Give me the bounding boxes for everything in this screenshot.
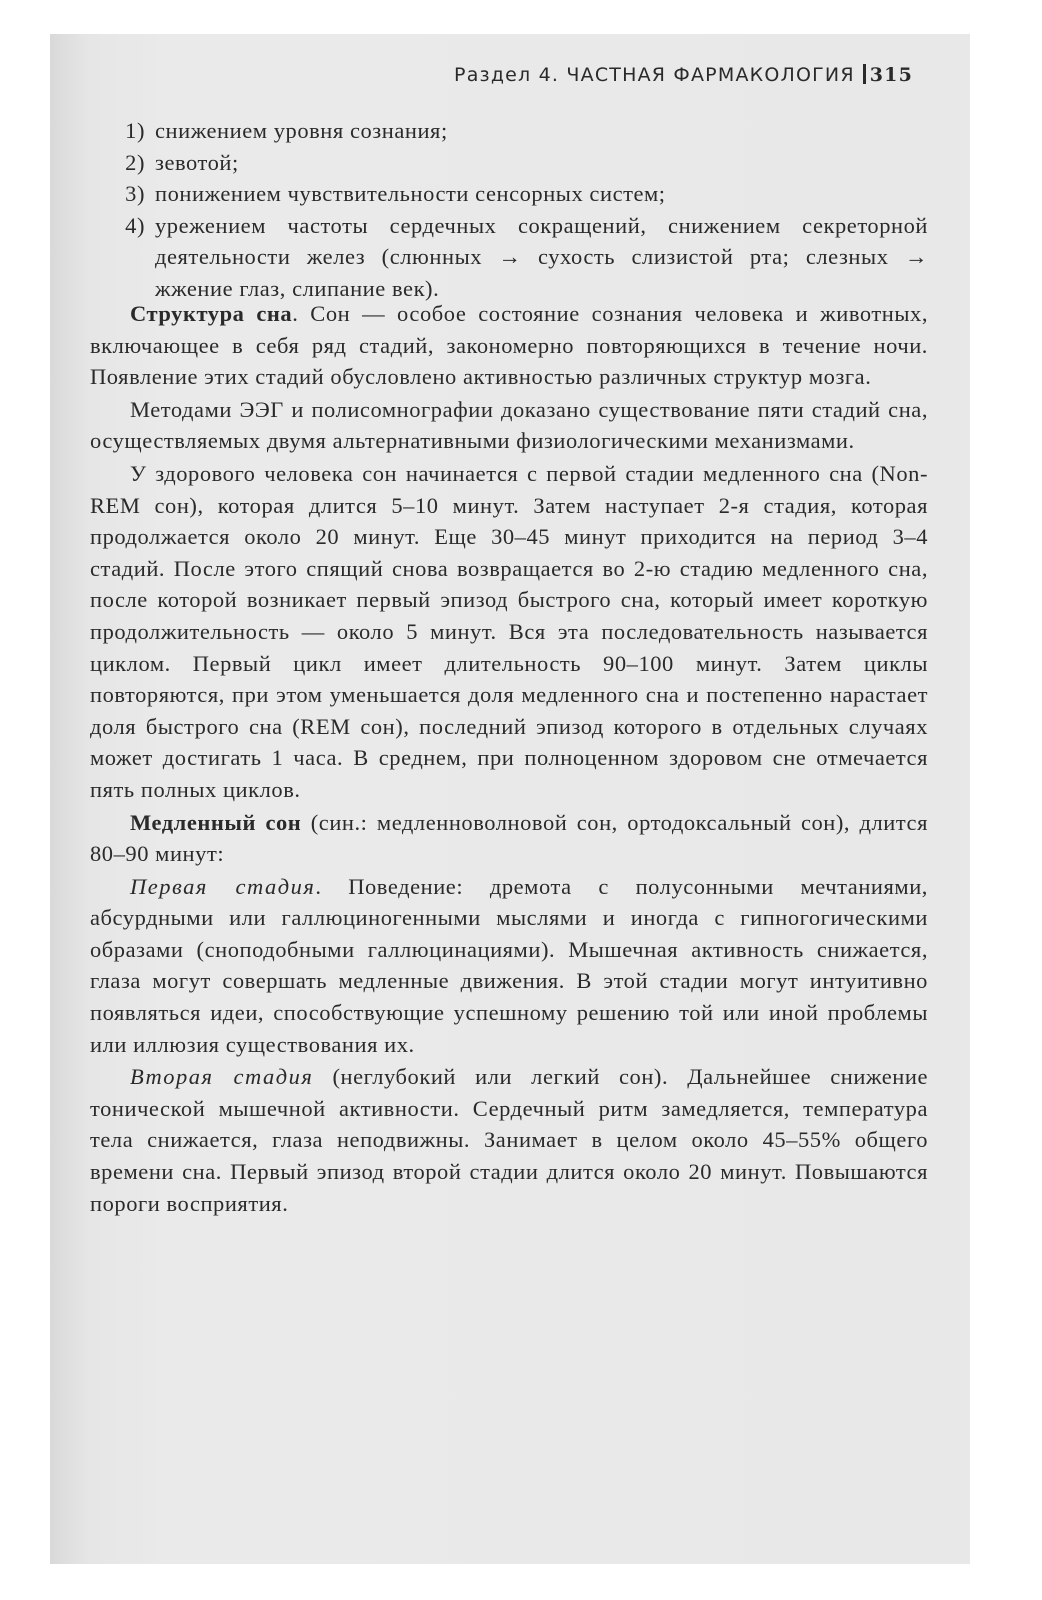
list-item — [90, 178, 928, 210]
paragraph-sleep-structure — [90, 298, 928, 393]
list-marker: 3) — [125, 181, 145, 207]
paragraph-slow-sleep — [90, 807, 928, 870]
numbered-list — [90, 115, 928, 305]
paragraph-text: Методами ЭЭГ и полисомнографии доказано существование пяти стадий сна, осуществляемых двумя альтернативными физиологическими механизмами. — [90, 396, 928, 454]
header-divider — [863, 64, 866, 84]
list-marker: 1) — [125, 118, 145, 143]
list-marker: 2) — [125, 149, 145, 175]
paragraph-lead: Вторая стадия — [130, 1064, 314, 1090]
running-header — [454, 64, 913, 86]
paragraphs — [90, 298, 928, 1219]
paragraph-sleep-cycle — [90, 458, 928, 806]
list-item-text: урежением частоты сердечных сокращений, снижением секреторной деятельности желез (слюнных → сухость слизистой рта; слезных → жжение глаз, слипание век). — [155, 212, 928, 301]
list-item-text: зевотой; — [155, 149, 239, 175]
list-item — [90, 115, 928, 147]
paragraph-lead: Первая стадия — [130, 873, 316, 899]
paragraph-lead: Структура сна — [130, 301, 293, 326]
list-item-text: снижением уровня сознания; — [155, 118, 448, 143]
section-title: Раздел 4. ЧАСТНАЯ ФАРМАКОЛОГИЯ — [454, 64, 855, 86]
paragraph-first-stage — [90, 871, 928, 1061]
paragraph-eeg-methods — [90, 394, 928, 457]
book-page — [50, 34, 970, 1564]
paragraph-text: (неглубокий или легкий сон). Дальнейшее снижение тонической мышечной активности. Сердечный ритм замедляется, температура тела снижается, глаза неподвижны. Занимает в целом около 45–55% общего времени сна. Первый эпизод второй стадии длится около 20 минут. Повышаются пороги восприятия. — [90, 1064, 929, 1216]
list-item-text: понижением чувствительности сенсорных систем; — [155, 181, 666, 207]
paragraph-text: . Сон — особое состояние сознания человека и животных, включающее в себя ряд стадий, закономерно повторяющихся в течение ночи. Появление этих стадий обусловлено активностью различных структур мозга. — [90, 301, 928, 390]
paragraph-second-stage — [90, 1061, 928, 1219]
paragraph-text: . Поведение: дремота с полусонными мечтаниями, абсурдными или галлюциногенными мыслями и иногда с гипногогическими образами (сноподобными галлюцинациями). Мышечная активность снижается, глаза могут совершать медленные движения. В этой стадии могут интуитивно появляться идеи, способствующие успешному решению той или иной проблемы или иллюзия существования их. — [90, 873, 928, 1057]
list-item — [90, 210, 928, 305]
paragraph-lead: Медленный сон — [130, 809, 302, 835]
list-item — [90, 147, 928, 179]
paragraph-text: У здорового человека сон начинается с первой стадии медленного сна (Non-REM сон), которая длится 5–10 минут. Затем наступает 2-я стадия, которая продолжается около 20 минут. Еще 30–45 минут приходится на период 3–4 стадий. После этого спящий снова возвращается во 2-ю стадию медленного сна, после которой возникает первый эпизод быстрого сна, который имеет короткую продолжительность — около 5 минут. Вся эта последовательность называется циклом. Первый цикл имеет длительность 90–100 минут. Затем циклы повторяются, при этом уменьшается доля медленного сна и постепенно нарастает доля быстрого сна (REM сон), последний эпизод которого в отдельных случаях может достигать 1 часа. В среднем, при полноценном здоровом сне отмечается пять полных циклов. — [90, 460, 928, 802]
paragraph-text: (син.: медленноволновой сон, ортодоксальный сон), длится 80–90 минут: — [90, 809, 928, 867]
list-marker: 4) — [125, 212, 145, 238]
page-number: 315 — [869, 64, 913, 86]
